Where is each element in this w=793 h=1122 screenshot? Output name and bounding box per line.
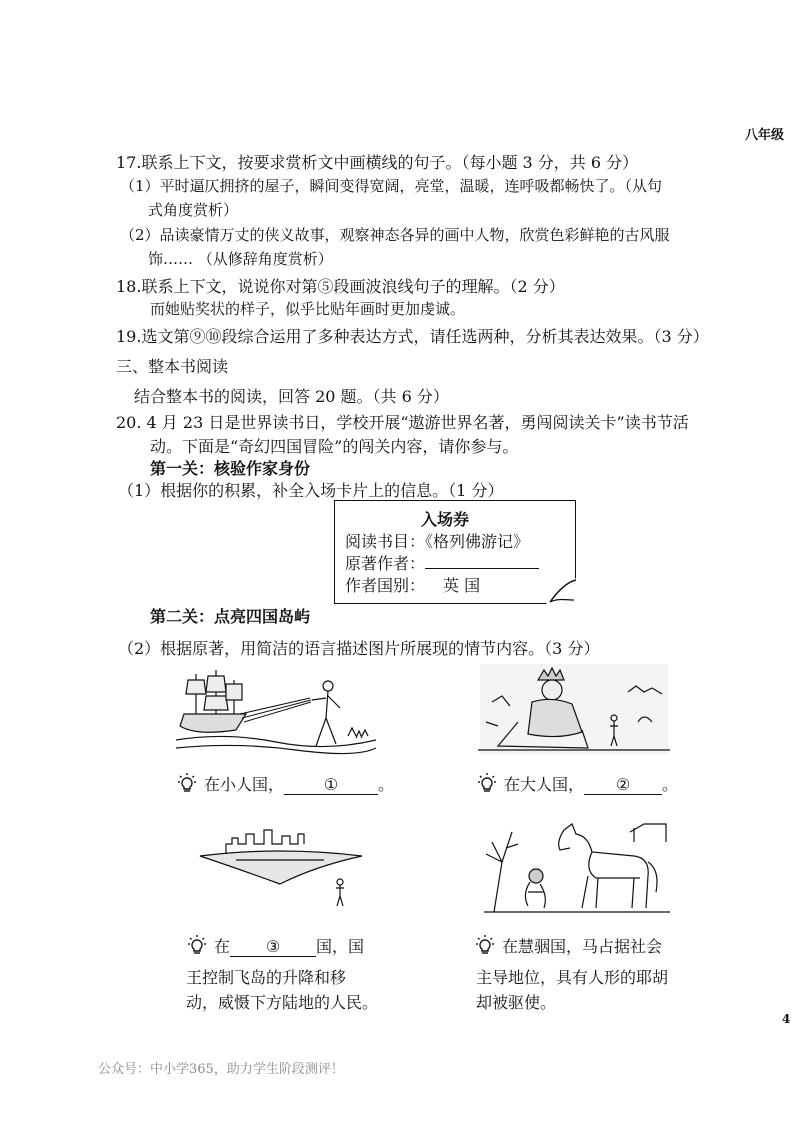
blank-1[interactable]: ①: [284, 775, 378, 795]
laputa-illustration: [196, 824, 366, 908]
lilliput-suffix: 。: [378, 775, 395, 794]
q18-quote: 而她贴奖状的样子，似乎比贴年画时更加虔诚。: [150, 300, 466, 318]
laputa-suffix: 国，国: [316, 937, 365, 956]
brobdingnag-suffix: 。: [662, 775, 679, 794]
houyhnhnm-line1-text: 在慧骃国，马占据社会: [502, 937, 663, 956]
q20-stem-line2: 动。下面是“奇幻四国冒险”的闯关内容，请你参与。: [150, 437, 519, 456]
laputa-prefix: 在: [214, 937, 231, 956]
ticket-country-label: 作者国别：: [345, 576, 426, 595]
lilliput-prefix: 在小人国，: [204, 775, 285, 794]
level2-title: 第二关：点亮四国岛屿: [150, 607, 311, 626]
level1-title: 第一关：核验作家身份: [150, 459, 311, 478]
laputa-caption-line3: 动，威慑下方陆地的人民。: [186, 993, 379, 1012]
laputa-caption-line2: 王控制飞岛的升降和移: [186, 968, 347, 987]
lilliput-caption: [178, 772, 394, 795]
lightbulb-icon: [188, 935, 206, 955]
ticket-author-label: 原著作者：: [345, 554, 426, 573]
lilliput-illustration: [176, 666, 376, 756]
section3-intro: 结合整本书的阅读，回答 20 题。（共 6 分）: [134, 387, 449, 406]
q20-stem-line1: 20. 4 月 23 日是世界读书日，学校开展“遨游世界名著，勇闯阅读关卡”读书节活: [116, 413, 689, 432]
houyhnhnm-illustration: [484, 822, 670, 916]
houyhnhnm-caption-line3: 却被驱使。: [476, 993, 557, 1012]
houyhnhnm-caption-line2: 主导地位，具有人形的耶胡: [476, 968, 669, 987]
q18-stem: 18.联系上下文，说说你对第⑤段画波浪线句子的理解。（2 分）: [116, 277, 565, 296]
level2-task: （2）根据原著，用简洁的语言描述图片所展现的情节内容。（3 分）: [118, 639, 600, 658]
ticket-folded-corner-icon: [546, 578, 576, 604]
watermark-text: 公众号：中小学365，助力学生阶段测评！: [98, 1062, 344, 1077]
q19-stem: 19.选文第⑨⑩段综合运用了多种表达方式，请任选两种，分析其表达效果。（3 分）: [116, 327, 709, 346]
ticket-book-label: 阅读书目：: [345, 532, 426, 551]
q17-sub2-line2: 饰…… （从修辞角度赏析）: [148, 250, 333, 268]
brobdingnag-prefix: 在大人国，: [504, 775, 585, 794]
laputa-caption-line1: [188, 934, 364, 957]
brobdingnag-illustration: [478, 662, 670, 756]
ticket-book-row: [345, 529, 529, 552]
q17-stem: 17.联系上下文，按要求赏析文中画横线的句子。（每小题 3 分，共 6 分）: [116, 153, 639, 172]
ticket-author-blank[interactable]: [425, 554, 539, 569]
houyhnhnm-caption-line1: [476, 934, 662, 957]
ticket-country-row: [345, 573, 480, 596]
q17-sub1-line1: （1）平时逼仄拥挤的屋子，瞬间变得宽阔，亮堂，温暖，连呼吸都畅快了。（从句: [120, 177, 663, 195]
level1-task: （1）根据你的积累，补全入场卡片上的信息。（1 分）: [118, 481, 504, 500]
lightbulb-icon: [476, 935, 494, 955]
page-number: 4: [782, 1012, 791, 1026]
ticket-title: 入场券: [421, 510, 470, 529]
blank-3[interactable]: ③: [230, 937, 316, 957]
ticket-author-row: [345, 551, 539, 574]
lightbulb-icon: [178, 773, 196, 793]
blank-2[interactable]: ②: [584, 775, 662, 795]
admission-ticket-card: [334, 500, 576, 604]
ticket-book-value: 《格列佛游记》: [425, 532, 530, 551]
lightbulb-icon: [478, 773, 496, 793]
ticket-country-value: 英 国: [443, 576, 481, 595]
q17-sub2-line1: （2）品读豪情万丈的侠义故事，观察神态各异的画中人物，欣赏色彩鲜艳的古风服: [120, 226, 670, 244]
grade-label: 八年级: [745, 128, 785, 143]
q17-sub1-line2: 式角度赏析）: [148, 201, 239, 219]
section3-title: 三、整本书阅读: [116, 357, 229, 376]
brobdingnag-caption: [478, 772, 678, 795]
